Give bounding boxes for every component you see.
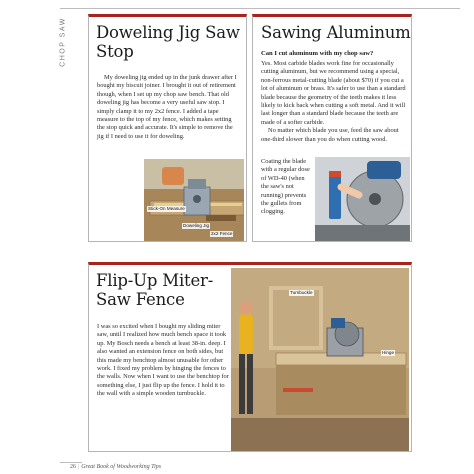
sawing-body <box>261 60 409 144</box>
flip-up-fence-panel <box>88 262 412 452</box>
callout-hinge: Hinge <box>382 350 395 355</box>
callout-2x2-fence: 2x2 Fence <box>211 231 233 236</box>
footer-rule <box>60 462 82 463</box>
sawing-narrow-body <box>261 158 313 217</box>
sawing-paragraph-2: No matter which blade you use, feed the saw about one-third slower than you do when cutting wood. <box>261 127 399 143</box>
doweling-body <box>97 74 240 141</box>
page-footer <box>70 464 161 470</box>
sawing-title: Sawing Aluminum <box>261 23 411 42</box>
top-rule <box>60 8 460 9</box>
section-tab-label: CHOP SAW <box>59 17 67 67</box>
footer-separator: | <box>78 464 80 470</box>
doweling-jig-photo <box>144 159 244 241</box>
page-number: 26 <box>70 464 76 470</box>
flipup-title: Flip-Up Miter-Saw Fence <box>96 271 214 309</box>
flip-up-fence-photo <box>231 268 409 451</box>
section-tab <box>56 12 70 72</box>
doweling-title: Doweling Jig Saw Stop <box>96 23 240 61</box>
sawing-question: Can I cut aluminum with my chop saw? <box>261 50 374 57</box>
book-title: Great Book of Woodworking Tips <box>81 464 162 470</box>
workshop-illustration <box>231 268 409 451</box>
saw-blade-illustration <box>315 157 410 242</box>
flipup-paragraph: I was so excited when I bought my sliding miter saw, until I realized how much bench space it took up. My Bosch needs a bench at least 38-in. deep. I also wanted an extension fence on both sides, but this made my benchtop almost unusable for other work. I fixed my problem by hinging the fences to the walls. Now when I want to use the benchtop for something else, I just flip up the fence. I hold it to the wall with a simple wooden turnbuckle. <box>97 323 229 398</box>
callout-turnbuckle: Turnbuckle <box>290 290 313 295</box>
sawing-paragraph-3: Coating the blade with a regular dose of WD-40 (when the saw's not running) prevents the gullets from clogging. <box>261 158 310 216</box>
flipup-body <box>97 323 230 399</box>
callout-stick-on-measure: Stick-On Measure <box>148 206 185 211</box>
doweling-paragraph: My doweling jig ended up in the junk drawer after I bought my biscuit joiner. I brought it out of retirement though, when I set up my chop saw bench. That old doweling jig has become a very useful saw stop. I simply clamp it to my 2x2 fence. I added a tape measure to the top of my fence, which makes setting the stop quick and accurate. It's simple to remove the jig if I need to use it for doweling. <box>97 74 237 140</box>
callout-doweling-jig: Doweling Jig <box>183 223 210 228</box>
sawing-aluminum-panel <box>252 14 412 242</box>
doweling-jig-panel <box>88 14 247 242</box>
sawing-paragraph-1: Yes. Most carbide blades work fine for occasionally cutting aluminum, but we recommend using a special, non-ferrous metal-cutting blade (about $70) if you cut a lot of aluminum or brass. It's safer to use than a standard blade because the geometry of the teeth makes it less likely to kick back when cutting a soft metal. And it will last longer than a standard blade because the teeth are made of a softer carbide. <box>261 60 406 126</box>
sawing-aluminum-photo <box>315 157 410 242</box>
